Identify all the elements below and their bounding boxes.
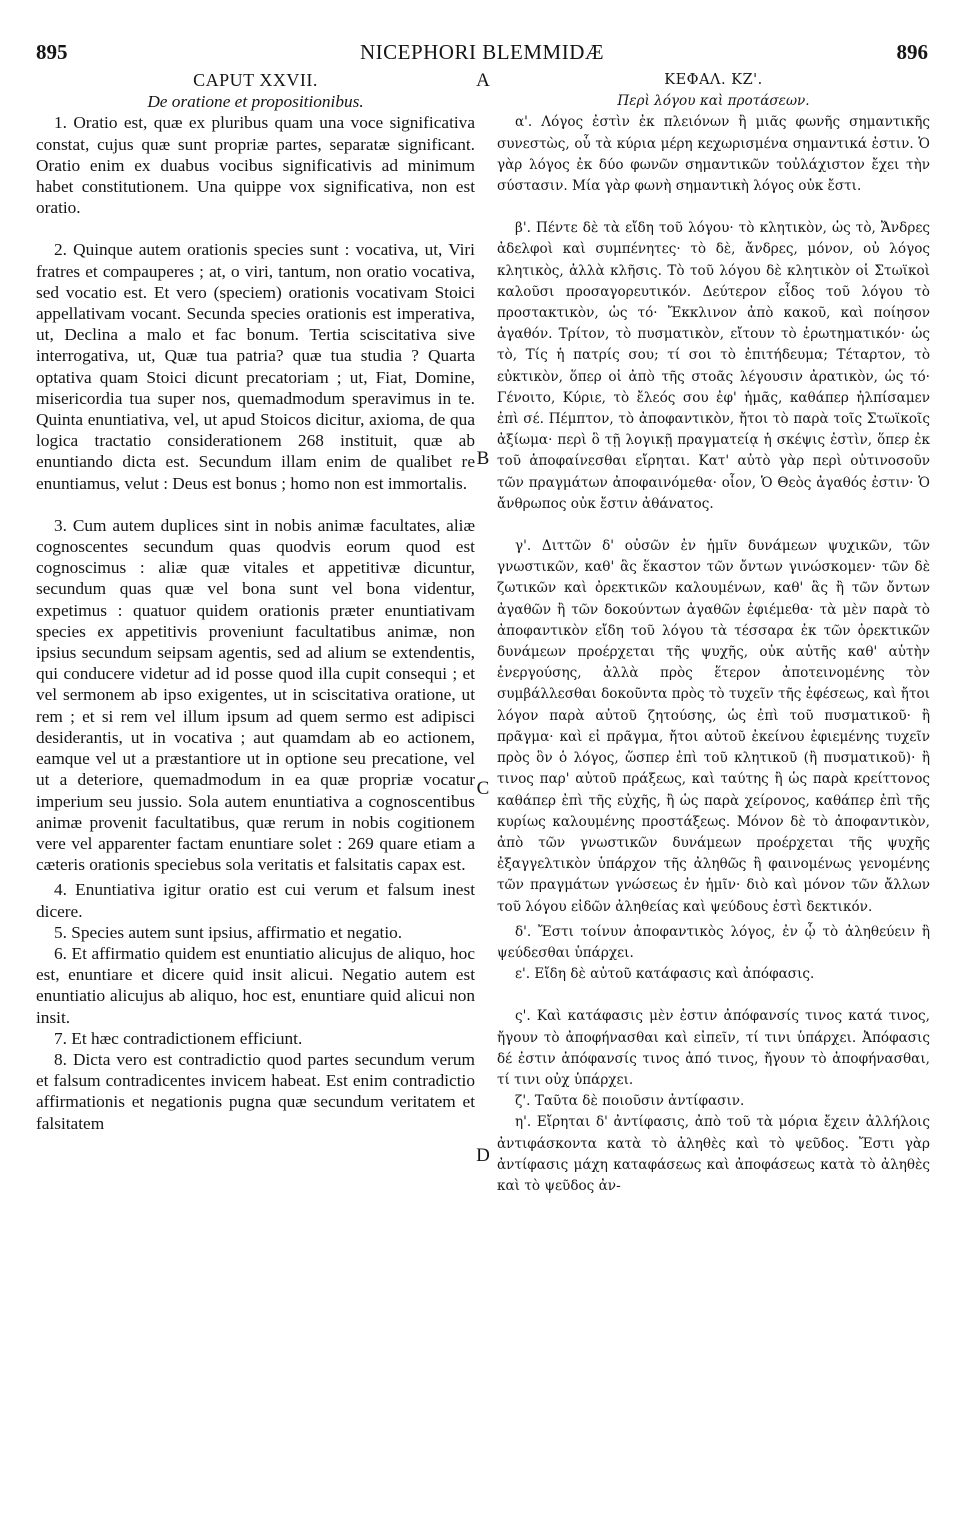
latin-paragraph-2: 2. Quinque autem orationis species sunt : vocativa, ut, Viri fratres et compauperes ; at, o viri, tantum, non oratio vocativa, sed vocatio est. Et vero (speciem) orationis vocativam Stoici appellativam vocant. Secunda species orationis est imperativa, ut, Declina a malo et fac bonum. Tertia sciscitativa sive interrogativa, ut, Quæ tua patria? quæ tua studia ? Quarta optativa quam Stoici dicunt precatoriam ; ut, Fiat, Domine, misericordia tua super nos, quemadmodum speravimus in te. Quinta enuntiativa, vel, ut apud Stoicos dicitur, axioma, de qua logica tractatio considerationem 268 instituit, quæ ab enuntiando dicta est. Secundum illam enim de qualibet re enuntiamus, velut : Deus est bonus ; homo non est immortalis. bbox=[36, 240, 475, 493]
greek-paragraph-1: α'. Λόγος ἐστὶν ἐκ πλειόνων ἢ μιᾶς φωνῆς σημαντικῆς συνεστὼς, οὗ τὰ κύρια μέρη κεχωρισμένα σημαντικά ἐστιν. Ὁ γὰρ λόγος ἐκ δύο φωνῶν σημαντικῶν τοὐλάχιστον ἔχει τὴν σύστασιν. Μία γὰρ φωνὴ σημαντικὴ λόγος οὐκ ἔστι. bbox=[497, 114, 930, 195]
page-number-left: 895 bbox=[36, 40, 68, 64]
running-header bbox=[36, 40, 928, 68]
latin-paragraph-8: 8. Dicta vero est contradictio quod partes secundum verum et falsum contradicentes invicem habeat. Est enim contradictio affirmationis et negationis pugna quæ secundum veritatem et falsitatem bbox=[36, 1049, 475, 1133]
latin-paragraph-5: 5. Species autem sunt ipsius, affirmatio et negatio. bbox=[54, 922, 403, 942]
greek-paragraph-2: β'. Πέντε δὲ τὰ εἴδη τοῦ λόγου· τὸ κλητικὸν, ὡς τὸ, Ἄνδρες ἀδελφοὶ καὶ συμπένητες· τὸ δὲ, ἄνδρες, μόνον, οὐ λόγος κλητικὸς, ἀλλὰ κλῆσις. Τὸ τοῦ λόγου δὲ κλητικὸν οἱ Στωϊκοὶ καλοῦσι προσαγορευτικόν. Δεύτερον εἶδος τοῦ λόγου τὸ προστακτικὸν, ὡς τό· Ἔκκλινον ἀπὸ κακοῦ, καὶ ποίησον ἀγαθόν. Τρίτον, τὸ πυσματικὸν, εἴτουν τὸ ἐρωτηματικόν· ὡς τὸ, Τίς ἡ πατρίς σου; τί σοι τὸ ἐπιτήδευμα; Τέταρτον, τὸ εὐκτικὸν, ὅπερ οἱ ἀπὸ τῆς στοᾶς λέγουσιν ἀρατικὸν, ὡς τό· Γένοιτο, Κύριε, τὸ ἔλεός σου ἐφ' ἡμᾶς, καθάπερ ἠλπίσαμεν ἐπὶ σέ. Πέμπτον, τὸ ἀποφαντικὸν, ἤτοι τὸ παρὰ τοῖς Στωϊκοῖς ἀξίωμα· περὶ ὃ τῇ λογικῇ πραγματείᾳ ἡ σκέψις ἐστὶν, ὅπερ ἐκ τοῦ ἀποφαίνεσθαι εἴρηται. Κατ' αὐτὸ γὰρ περὶ οὑτινοσοῦν τῶν πραγμάτων ἀποφαινόμεθα· οἷον, Ὁ Θεὸς ἀγαθός ἐστιν· Ὁ ἄνθρωπος οὐκ ἔστιν ἀθάνατος. bbox=[497, 220, 930, 512]
page-number-right: 896 bbox=[896, 40, 928, 64]
latin-paragraph-6: 6. Et affirmatio quidem est enuntiatio alicujus de aliquo, hoc est, enuntiare et dicere quid insit alicui. Negatio autem est enuntiatio alicujus ab aliquo, hoc est, enuntiare quid alicui non insit. bbox=[36, 943, 475, 1027]
greek-paragraph-7: ζ'. Ταῦτα δὲ ποιοῦσιν ἀντίφασιν. bbox=[515, 1093, 745, 1110]
greek-paragraph-4: δ'. Ἔστι τοίνυν ἀποφαντικὸς λόγος, ἐν ᾧ τὸ ἀληθεύειν ἢ ψεύδεσθαι ὑπάρχει. bbox=[497, 923, 930, 961]
latin-chapter-heading: CAPUT XXVII. bbox=[193, 70, 318, 90]
latin-column bbox=[36, 70, 475, 1134]
running-title: NICEPHORI BLEMMIDÆ bbox=[359, 40, 605, 64]
section-marker-c: C bbox=[476, 778, 490, 799]
latin-paragraph-7: 7. Et hæc contradictionem efficiunt. bbox=[54, 1028, 303, 1048]
greek-chapter-subtitle: Περὶ λόγου καὶ προτάσεων. bbox=[617, 93, 810, 110]
section-marker-b: B bbox=[476, 448, 490, 469]
greek-column bbox=[497, 70, 930, 1197]
greek-paragraph-5: ε'. Εἴδη δὲ αὐτοῦ κατάφασις καὶ ἀπόφασις. bbox=[515, 966, 815, 983]
greek-paragraph-3: γ'. Διττῶν δ' οὐσῶν ἐν ἡμῖν δυνάμεων ψυχικῶν, τῶν γνωστικῶν, καθ' ἃς ἕκαστον τῶν ὄντων γινώσκομεν· τῶν δὲ ζωτικῶν καὶ ὀρεκτικῶν καλουμένων, καθ' ἃς ἢ τῶν ὄντων ἀγαθῶν ἢ τῶν δοκούντων ἀγαθῶν ἐφιέμεθα· τὰ μὲν παρὰ τὸ ἀποφαντικὸν εἴδη τοῦ λόγου τὰ τέσσαρα ἐκ τῶν ὀρεκτικῶν δυνάμεων προέρχεται τῆς ψυχῆς, οὐκ αὐτῆς καθ' αὑτὴν ἐνεργούσης, ἀλλὰ πρὸς ἕτερον ἀποτεινομένης τὸν συμβάλλεσθαι δοκοῦντα πρὸς τὸ τυχεῖν τῆς ἐφέσεως, καὶ ἤτοι λόγον παρὰ αὐτοῦ ζητούσης, ὡς ἐπὶ τοῦ πυσματικοῦ· ἢ πρᾶγμα· καὶ εἰ πρᾶγμα, ἤτοι αὐτοῦ ἐκείνου ἐφιεμένης τυχεῖν πρὸς ὃν ὁ λόγος, ὥσπερ ἐπὶ τοῦ κλητικοῦ (ἢ πυσματικοῦ)· ἢ τινος παρ' αὐτοῦ πράξεως, καὶ ταύτης ἢ ὡς παρὰ κρείττονος καθάπερ ἐπὶ τῆς εὐχῆς, ἢ ὡς παρὰ χείρονος, καθάπερ ἐπὶ τῆς κυρίως καλουμένης προστάξεως. Μόνον δὲ τὸ ἀποφαντικὸν, ἀπὸ τῶν γνωστικῶν δυνάμεων προέρχεται τῆς ψυχῆς ἐξαγγελτικὸν ὑπάρχον τῆς ἀληθῶς ἢ φαινομένως γενομένης τῶν πραγμάτων γνώσεως ἐν ἡμῖν· διὸ καὶ μόνον τῶν ἄλλων τοῦ λόγου εἰδῶν ἀληθείας καὶ ψεύδους ἐστὶ δεκτικόν. bbox=[497, 538, 930, 915]
latin-paragraph-4: 4. Enuntiativa igitur oratio est cui verum et falsum inest dicere. bbox=[36, 880, 475, 921]
greek-chapter-heading: ΚΕΦΑΛ. ΚΖ'. bbox=[664, 72, 763, 88]
latin-chapter-subtitle: De oratione et propositionibus. bbox=[147, 92, 364, 112]
greek-paragraph-8: η'. Εἴρηται δ' ἀντίφασις, ἀπὸ τοῦ τὰ μόρια ἔχειν ἀλλήλοις ἀντιφάσκοντα κατὰ τὸ ἀληθὲς καὶ τὸ ψεῦδος. Ἔστι γὰρ ἀντίφασις μάχη καταφάσεως καὶ ἀποφάσεως κατὰ τὸ ἀληθὲς καὶ τὸ ψεῦδος ἀν- bbox=[497, 1114, 930, 1194]
latin-paragraph-1: 1. Oratio est, quæ ex pluribus quam una voce significativa constat, cujus quæ sunt propriæ partes, separatæ significant. Oratio enim ex duabus vocibus significativis ad minimum habet constitutionem. Una quippe vox significativa, non est oratio. bbox=[36, 113, 475, 218]
greek-paragraph-6: ς'. Καὶ κατάφασις μὲν ἐστιν ἀπόφανσίς τινος κατά τινος, ἤγουν τὸ ἀποφήνασθαι καὶ εἰπεῖν, τί τινι ὑπάρχει. Ἀπόφασις δέ ἐστιν ἀπόφανσίς τινος ἀπό τινος, ἤγουν τὸ ἀποφήνασθαι, τί τινι οὐχ ὑπάρχει. bbox=[497, 1008, 930, 1088]
section-marker-a: A bbox=[476, 70, 490, 91]
latin-paragraph-3: 3. Cum autem duplices sint in nobis animæ facultates, aliæ cognoscentes secundum quas quodvis eorum quod est cognoscimus : aliæ quæ vitales et appetitivæ dicuntur, secundum quas quæ vel bona sunt vel bona videntur, expetimus : quatuor quidem orationis præter enuntiativam species ex appetitivis proveniunt facultatibus animæ, non ipsius secundum seipsam agentis, sed ad alium se extendentis, qui conducere videtur ad id posse quod illa cupit consequi ; et vel sermonem ab ipso exigentes, ut in sciscitativa oratione, ut rem ; et si rem vel illum ipsum ad quem sermo est adipisci desiderantis, ut in vocativa ; aut quamdam ab eo actionem, eamque vel ut a præstantiore ut in optione seu precatione, vel ut a deteriore, quemadmodum in ea quæ propriæ vocatur imperium seu jussio. Sola autem enuntiativa a cognoscentibus animæ provenit facultatibus, quæ rerum in nobis cogitionem vere vel apparenter factam enuntiare solet : 269 quare etiam a cæteris orationis speciebus sola veritatis et falsitatis capax est. bbox=[36, 515, 475, 875]
section-marker-d: D bbox=[476, 1145, 490, 1166]
